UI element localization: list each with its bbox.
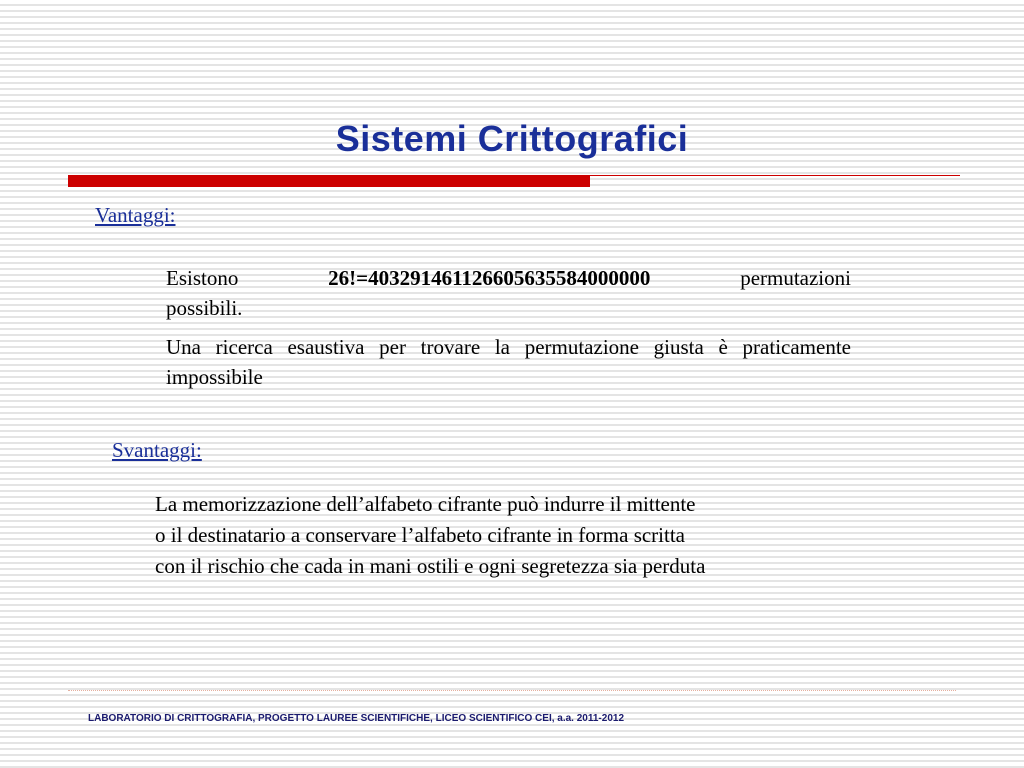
title-accent-bar xyxy=(68,175,590,187)
p1-line2: possibili. xyxy=(166,296,243,320)
p1-word-esistono: Esistono xyxy=(166,266,239,290)
svantaggi-paragraph xyxy=(155,489,855,582)
permutations-paragraph xyxy=(166,263,851,323)
vantaggi-heading: Vantaggi: xyxy=(95,203,176,227)
p1-word-permutazioni: permutazioni xyxy=(740,266,851,290)
svantaggi-line-3: con il rischio che cada in mani ostili e ogni segretezza sia perduta xyxy=(155,554,706,578)
svantaggi-line-2: o il destinatario a conservare l’alfabeto cifrante in forma scritta xyxy=(155,523,686,547)
slide-title: Sistemi Crittografici xyxy=(335,118,689,159)
p1-factorial-number: 26!=403291461126605635584000000 xyxy=(328,266,651,290)
slide-footer: LABORATORIO DI CRITTOGRAFIA, PROGETTO LAUREE SCIENTIFICHE, LICEO SCIENTIFICO CEI, a.a. 2011-2012 xyxy=(88,713,625,724)
title-accent-line xyxy=(590,175,960,176)
exhaustive-search-paragraph: Una ricerca esaustiva per trovare la permutazione giusta è praticamente impossibile xyxy=(166,335,851,389)
footer-divider xyxy=(68,690,956,691)
svantaggi-heading: Svantaggi: xyxy=(112,438,202,462)
svantaggi-line-1: La memorizzazione dell’alfabeto cifrante può indurre il mittente xyxy=(155,492,696,516)
